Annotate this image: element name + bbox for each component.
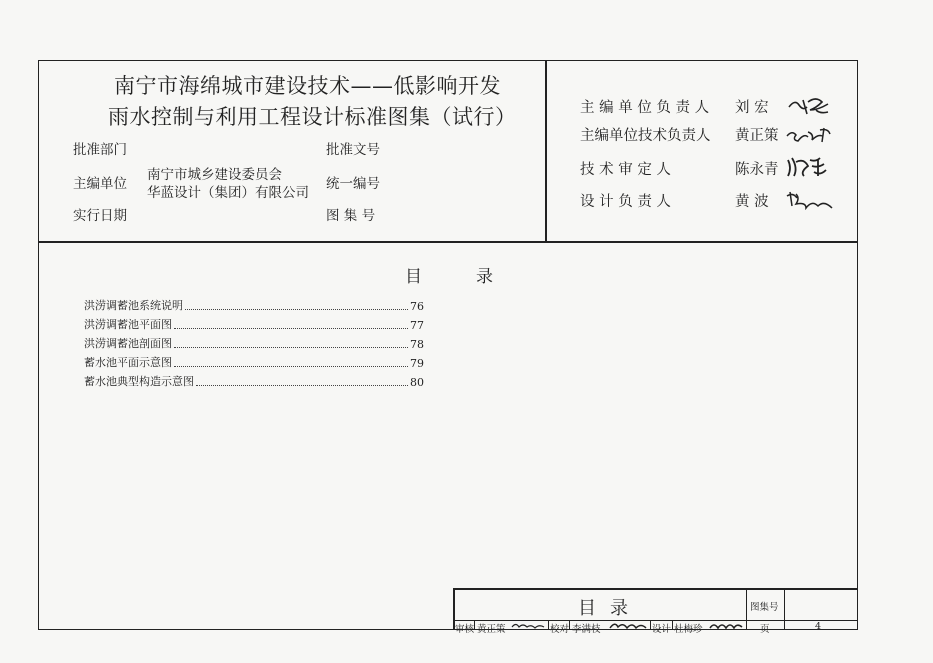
resp-name-4: 黄 波: [735, 194, 769, 210]
signature-huang-bo: [784, 188, 836, 210]
titleblock-cell-divider: [474, 620, 475, 630]
toc-item-title: 洪涝调蓄池平面图: [84, 318, 172, 331]
titleblock-cell-divider: [548, 620, 549, 630]
titleblock-review-label: 审核: [455, 624, 475, 635]
atlas-title-line2: 雨水控制与利用工程设计标准图集（试行）: [108, 105, 517, 129]
titleblock-top-border: [453, 588, 858, 590]
designer-signature: [708, 620, 744, 631]
effective-date-label: 实行日期: [73, 208, 127, 224]
toc-item-title: 洪涝调蓄池剖面图: [84, 337, 172, 350]
toc-item-page: 80: [410, 376, 424, 389]
titleblock-cell-divider: [569, 620, 570, 630]
toc-item-page: 76: [410, 300, 424, 313]
signature-huang-zhengce: [784, 124, 834, 146]
checker-signature: [608, 620, 648, 631]
titleblock-designer: 杜梅珍: [674, 624, 703, 635]
toc-item-title: 蓄水池典型构造示意图: [84, 375, 194, 388]
titleblock-col-divider-2: [784, 588, 785, 620]
titleblock-cell-divider: [784, 620, 785, 630]
resp-role-1: 主 编 单 位 负 责 人: [580, 100, 710, 116]
resp-role-2: 主编单位技术负责人: [580, 128, 711, 144]
approval-doc-no-label: 批准文号: [326, 142, 380, 158]
resp-role-4: 设 计 负 责 人: [580, 194, 671, 210]
titleblock-atlas-no-label: 图集号: [750, 602, 779, 613]
titleblock-design-label: 设计: [652, 624, 672, 635]
signature-chen-yongqing: [784, 154, 830, 180]
titleblock-page-value: 4: [815, 621, 822, 632]
titleblock-cell-divider: [650, 620, 651, 630]
resp-role-3: 技 术 审 定 人: [580, 162, 671, 178]
toc-item-page: 78: [410, 338, 424, 351]
reviewer-signature: [510, 620, 546, 631]
toc-item[interactable]: [84, 335, 424, 351]
titleblock-checker: 李满枝: [572, 624, 601, 635]
resp-name-3: 陈永青: [735, 162, 779, 178]
titleblock-sheet-title: 目录: [578, 598, 642, 619]
toc-leader: [185, 308, 408, 310]
toc-item[interactable]: [84, 316, 424, 332]
titleblock-reviewer: 黄正策: [477, 624, 506, 635]
atlas-title-line1: 南宁市海绵城市建设技术——低影响开发: [114, 74, 501, 98]
toc-item[interactable]: [84, 354, 424, 370]
toc-leader: [196, 384, 408, 386]
resp-name-1: 刘 宏: [735, 100, 769, 116]
toc-leader: [174, 346, 408, 348]
toc-leader: [174, 327, 408, 329]
approval-dept-label: 批准部门: [73, 142, 127, 158]
toc-leader: [174, 365, 408, 367]
unified-no-label: 统一编号: [326, 176, 380, 192]
editor-unit-line1: 南宁市城乡建设委员会: [147, 167, 282, 183]
titleblock-col-divider-1: [746, 588, 747, 630]
toc-item[interactable]: [84, 373, 424, 389]
toc-heading: 目 录: [405, 267, 494, 287]
resp-name-2: 黄正策: [735, 128, 779, 144]
atlas-no-label: 图 集 号: [326, 208, 376, 224]
editor-unit-line2: 华蓝设计（集团）有限公司: [147, 185, 309, 201]
titleblock-page-label: 页: [760, 624, 770, 635]
header-divider-vertical: [545, 60, 547, 242]
titleblock-check-label: 校对: [550, 624, 570, 635]
toc-item-page: 79: [410, 357, 424, 370]
signature-liu-hong: [786, 92, 834, 118]
toc-item-title: 洪涝调蓄池系统说明: [84, 299, 183, 312]
toc-item-page: 77: [410, 319, 424, 332]
editor-unit-label: 主编单位: [73, 176, 127, 192]
toc-item[interactable]: [84, 297, 424, 313]
toc-item-title: 蓄水池平面示意图: [84, 356, 172, 369]
titleblock-cell-divider: [672, 620, 673, 630]
header-divider-horizontal: [38, 241, 858, 243]
